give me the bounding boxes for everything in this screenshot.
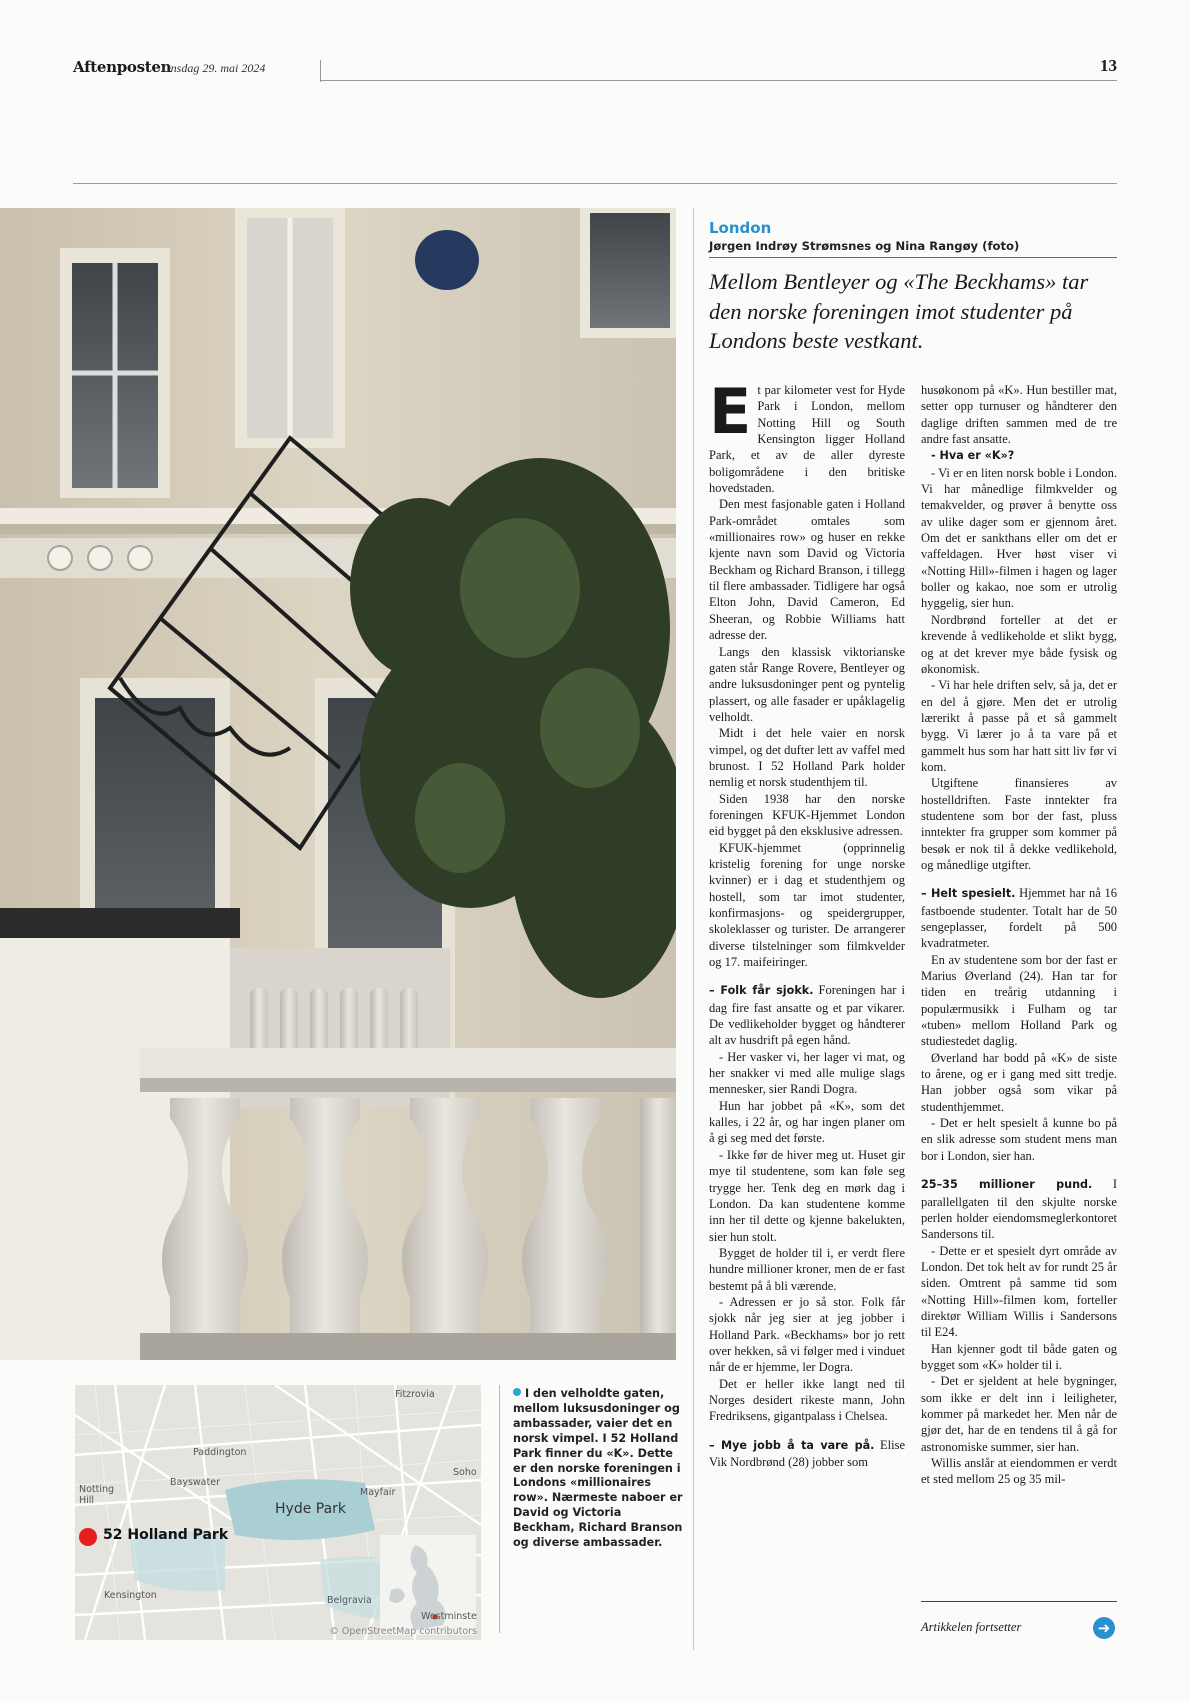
location-map: [75, 1385, 481, 1640]
continued-label: Artikkelen fortsetter: [921, 1620, 1022, 1634]
article-kicker: London: [709, 219, 772, 237]
drop-cap: E: [709, 375, 752, 448]
map-credit: © OpenStreetMap contributors: [329, 1626, 477, 1637]
building-photo: [0, 208, 676, 1360]
header-divider: [320, 60, 321, 82]
section-rule: [73, 183, 1117, 184]
map-label-paddington: Paddington: [193, 1447, 247, 1458]
issue-date: Onsdag 29. mai 2024: [162, 61, 266, 75]
arrow-right-icon[interactable]: ➜: [1093, 1617, 1115, 1639]
continued-rule: [921, 1601, 1117, 1602]
article-ingress: Mellom Bentleyer og «The Beckhams» tar den norske foreningen imot studenter på Londons beste vestkant.: [709, 269, 1089, 353]
byline-rule: [709, 257, 1117, 258]
map-label-notting-hill: Notting Hill: [79, 1484, 115, 1506]
header-rule: [320, 80, 1117, 81]
map-label-westminster: Westminste: [421, 1611, 477, 1622]
map-label-kensington: Kensington: [104, 1590, 157, 1601]
article-byline: Jørgen Indrøy Strømsnes og Nina Rangøy (foto): [709, 239, 1020, 253]
map-label-soho: Soho: [453, 1467, 477, 1478]
caption-divider: [499, 1385, 500, 1633]
page-number: 13: [1100, 56, 1117, 75]
masthead-logo: Aftenposten: [73, 58, 172, 76]
subheading-paragraph: – Folk får sjokk. Foreningen har i dag fire fast ansatte og et par vikarer. De vedlikeholder bygget og håndterer alt av husdrift på egen hånd.: [709, 983, 905, 1048]
caption-dot-icon: [513, 1388, 521, 1396]
map-pin-label: 52 Holland Park: [103, 1527, 229, 1543]
interview-question: - Hva er «K»?: [931, 449, 1015, 463]
article-column-1: Et par kilometer vest for Hyde Park i London, mellom Notting Hill og South Kensington ligger Holland Park, et av de aller dyreste boligområdene i den britiske hovedstaden. Den mest fasjonable gaten i Holland Park-området omtales som «millionaires row» og huser en rekke kjente navn som David og Victoria Beckham og Richard Branson, i tillegg til flere ambassader. Tidligere har også Elton John, David Cameron, Ed Sheeran, og Robbie Williams hatt adresse der. Langs den klassisk viktorianske gaten står Range Rovere, Bentleyer og andre luksusdoninger pent og pyntelig plassert, og alle fasader er upåklagelig velholdt. Midt i det hele vaier en norsk vimpel, og det dufter lett av vaffel med brunost. I 52 Holland Park holder nemlig et norsk studenthjem til. Siden 1938 har den norske foreningen KFUK-Hjemmet London eid bygget på den eksklusive adressen. KFUK-hjemmet (opprinnelig kristelig forening for unge norske kvinner) er i dag et studenthjem og hostell, som tar imot studenter, konfirmasjons- og speidergrupper, skoleklasser og turister. De arrangerer diverse tilstelninger som filmkvelder og 17. maifeiringer. – Folk får sjokk. Foreningen har i dag fire fast ansatte og et par vikarer. De vedlikeholder bygget og håndterer alt av husdrift på egen hånd. - Her vasker vi, her lager vi mat, og her snakker vi med alle mulige slags mennesker, sier Randi Dogra. Hun har jobbet på «K», som det kalles, i 22 år, og har ingen planer om å gi seg med det første. - Ikke før de hiver meg ut. Huset gir mye til studentene, som kan føle seg trygge her. Tenk deg en mørk dag i London. Da kan studentene komme inn her til dette og kjenne bakelukten, sier hun stolt. Bygget de holder til i, er verdt flere hundre millioner kroner, men de er fast bestemt på å bli værende. - Adressen er jo så stor. Folk får sjokk når jeg sier at jeg jobber i Holland Park. «Beckhams» bor jo rett over hekken, så vi følger med i vinduet når de er hjemme, ler Dogra. Det er heller ikke langt ned til Norges desidert rikeste mann, John Fredriksens, gigantpalass i Chelsea. – Mye jobb å ta vare på. Elise Vik Nordbrønd (28) jobber som: [709, 375, 905, 1469]
map-label-fitzrovia: Fitzrovia: [395, 1389, 435, 1400]
map-label-hyde-park: Hyde Park: [275, 1501, 347, 1517]
map-label-mayfair: Mayfair: [360, 1487, 396, 1498]
map-label-bayswater: Bayswater: [170, 1477, 220, 1488]
subheading-paragraph: – Mye jobb å ta vare på. Elise Vik Nordbrønd (28) jobber som: [709, 1437, 905, 1469]
photo-caption: I den velholdte gaten, mellom luksusdoninger og ambassader, vaier det en norsk vimpel. I 52 Holland Park finner du «K». Dette er den norske foreningen i Londons «millionaires row». Nærmeste naboer er David og Victoria Beckham, Richard Branson og diverse ambassader.: [513, 1387, 683, 1550]
subheading-paragraph: – Helt spesielt. Hjemmet har nå 16 fastboende studenter. Totalt har de 50 sengeplasser, fordelt på 500 kvadratmeter.: [921, 886, 1117, 951]
column-divider: [693, 208, 694, 1650]
article-column-2: husøkonom på «K». Hun bestiller mat, setter opp turnuser og håndterer den daglige driften sammen med de tre andre fast ansatte. - Hva er «K»? - Vi er en liten norsk boble i London. Vi har månedlige filmkvelder og temakvelder, og prøver å benytte oss av ulike dager som er gjennom året. Om det er sankthans eller om det er vaffeldagen. Hver høst viser vi «Notting Hill»-filmen i hagen og lager boller og kakao, noe som er utrolig hyggelig, sier hun. Nordbrønd forteller at det er krevende å vedlikeholde et slikt bygg, og at det krever mye både fysisk og økonomisk. - Vi har hele driften selv, så ja, det er en del å gjøre. Men det er utrolig lærerikt å passe på et så gammelt bygg. Vi lærer jo å ta vare på et gammelt hus som har hatt sitt liv før vi kom. Utgiftene finansieres av hostelldriften. Faste inntekter fra studentene som bor der fast, pluss inntekter fra grupper som kommer på besøk er nok til å dekke vedlikehold, og månedlige utgifter. – Helt spesielt. Hjemmet har nå 16 fastboende studenter. Totalt har de 50 sengeplasser, fordelt på 500 kvadratmeter. En av studentene som bor der fast er Marius Øverland (24). Han tar for tiden en treårig utdanning i populærmusikk i Fulham og tar «tuben» mellom Holland Park og studiestedet daglig. Øverland har bodd på «K» de siste to årene, og er i gang med sitt tredje. Han jobber også som vikar på studenthjemmet. - Det er helt spesielt å kunne bo på en slik adresse som student mens man bor i London, sier han. 25–35 millioner pund. I parallellgaten til den skjulte norske perlen holder eiendomsmeglerkontoret Sandersons til. - Dette er et spesielt dyrt område av London. Det tok helt av for rundt 25 år siden. Omtrent på samme tid som «Notting Hill»-filmen kom, forteller direktør William Willis i Sandersons til E24. Han kjenner godt til både gaten og bygget som «K» holder til i. - Det er sjeldent at hele bygninger, som ikke er delt inn i leiligheter, kommer på markedet her. Men når de gjør det, har de en tendens til å gå for astronomiske summer, sier han. Willis anslår at eiendommen er verdt et sted mellom 25 og 35 mil-: [921, 383, 1117, 1487]
map-label-belgravia: Belgravia: [327, 1595, 372, 1606]
map-pin-icon: [79, 1528, 97, 1546]
subheading-paragraph: 25–35 millioner pund. I parallellgaten til den skjulte norske perlen holder eiendomsmeglerkontoret Sandersons til.: [921, 1177, 1117, 1242]
